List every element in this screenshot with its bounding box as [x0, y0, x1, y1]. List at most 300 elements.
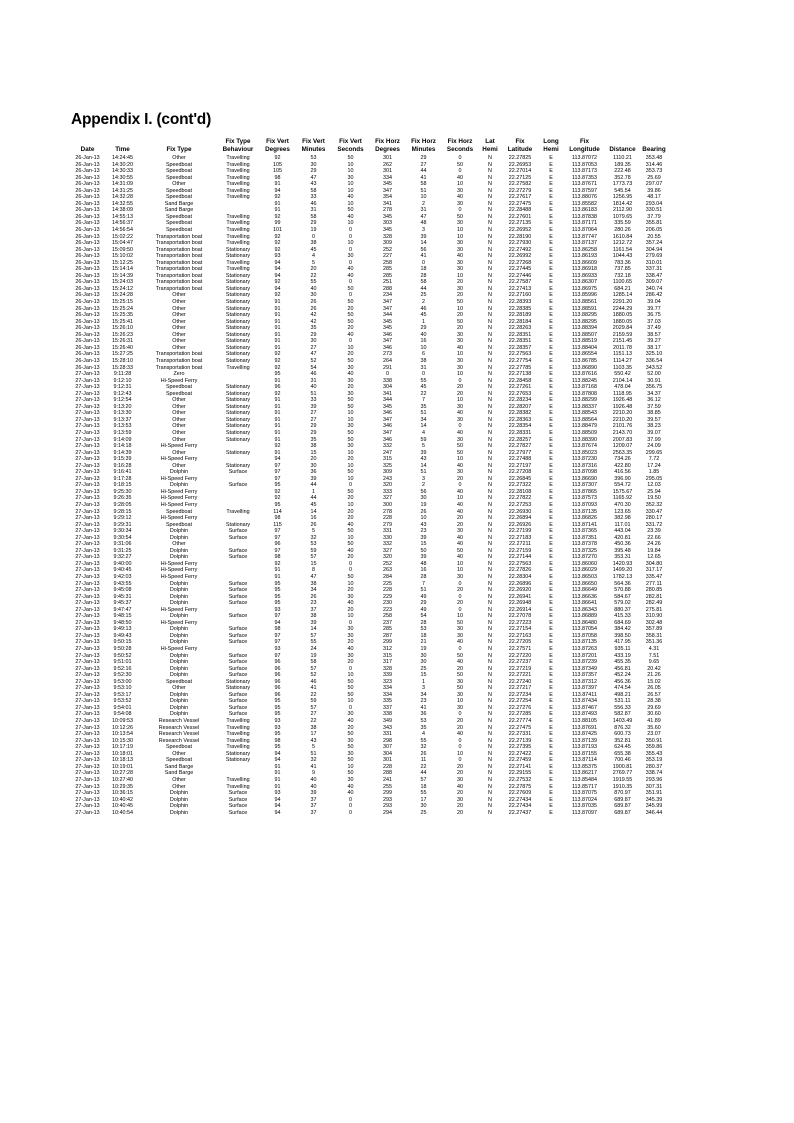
table-cell: 22.27774 — [508, 718, 532, 725]
table-cell: 9:13:59 — [113, 429, 132, 436]
table-cell: 304 — [383, 750, 392, 757]
table-cell: 50 — [420, 547, 427, 554]
table-cell: 15:28:10 — [112, 357, 133, 364]
table-cell: N — [488, 737, 492, 744]
table-cell: 2563.35 — [612, 449, 633, 456]
table-cell: 22.27653 — [508, 390, 532, 397]
table-cell: 92 — [274, 194, 281, 201]
table-cell: 7 — [422, 580, 425, 587]
table-cell: 30 — [457, 416, 463, 423]
table-cell: Other — [172, 397, 186, 404]
table-cell: 113.88507 — [571, 331, 598, 338]
table-cell: 113.87093 — [571, 501, 598, 508]
table-cell: 9:32:27 — [113, 554, 132, 561]
table-cell: Transportation boat — [155, 364, 203, 371]
table-cell: N — [488, 711, 492, 718]
table-cell: E — [549, 803, 553, 810]
table-cell: 113.87139 — [571, 737, 598, 744]
table-cell: 7 — [422, 397, 425, 404]
table-cell: 94 — [274, 266, 281, 273]
table-cell: 50 — [347, 299, 354, 306]
table-cell: 113.87239 — [571, 659, 598, 666]
table-cell: 32 — [310, 757, 317, 764]
table-cell: 314.46 — [645, 161, 663, 168]
table-cell: 1209.07 — [612, 443, 633, 450]
table-cell: 20 — [457, 312, 463, 319]
table-cell: 9:45:08 — [113, 587, 132, 594]
table-cell: 30 — [347, 253, 354, 260]
table-cell: 94 — [274, 187, 281, 194]
table-cell: 113.86649 — [571, 587, 598, 594]
table-cell: Stationary — [225, 449, 251, 456]
table-cell: 55 — [420, 377, 427, 384]
table-cell: Stationary — [225, 390, 251, 397]
table-cell: 223 — [383, 606, 392, 613]
table-cell: 15.02 — [647, 678, 661, 685]
table-cell: 343 — [383, 724, 392, 731]
table-cell: 14:24:45 — [112, 155, 133, 161]
table-cell: 228 — [383, 587, 392, 594]
table-cell: 9:13:53 — [113, 423, 132, 430]
table-cell: 331 — [383, 528, 392, 535]
table-cell: 57 — [310, 632, 317, 639]
table-cell: Speedboat — [165, 384, 193, 391]
table-cell: 113.87616 — [571, 371, 598, 378]
table-cell: 97 — [274, 528, 281, 535]
table-cell: 554.72 — [614, 482, 631, 489]
table-cell: 30 — [457, 704, 463, 711]
table-cell: 95 — [274, 371, 281, 378]
table-cell: 40 — [457, 783, 463, 790]
table-cell: 42 — [310, 312, 317, 319]
table-cell: E — [549, 384, 553, 391]
table-cell: 50 — [457, 318, 463, 325]
table-cell: 2210.20 — [612, 416, 633, 423]
table-cell: 93 — [274, 718, 281, 725]
table-cell: 40 — [347, 331, 354, 338]
table-cell: 27-Jan-13 — [75, 652, 100, 659]
table-cell: 48 — [420, 560, 427, 567]
table-cell: 284 — [383, 574, 392, 580]
table-cell: 9:50:28 — [113, 646, 132, 653]
table-cell: 113.87349 — [571, 665, 598, 672]
table-cell: Speedboat — [165, 508, 193, 515]
table-cell: 9:43:55 — [113, 580, 132, 587]
table-cell: 30 — [310, 338, 317, 345]
table-cell: 4 — [422, 429, 425, 436]
table-cell: 91 — [274, 344, 281, 351]
table-cell: N — [488, 253, 492, 260]
table-cell: E — [549, 423, 553, 430]
table-cell: 15:26:40 — [112, 344, 133, 351]
table-cell: 113.87230 — [571, 456, 598, 463]
table-cell: 30 — [347, 390, 354, 397]
table-cell: 91 — [274, 305, 281, 312]
table-cell: N — [488, 279, 492, 286]
table-cell: 27-Jan-13 — [75, 436, 100, 443]
table-cell: 0 — [458, 482, 462, 489]
table-cell: 56 — [420, 488, 427, 495]
column-header — [405, 137, 442, 155]
table-cell: Hi-Speed Ferry — [160, 646, 198, 653]
table-cell: 22.28385 — [508, 305, 532, 312]
table-cell: N — [488, 403, 492, 410]
table-cell: 241 — [383, 776, 392, 783]
table-cell: 9:47:47 — [113, 606, 132, 613]
table-cell: 14:55:13 — [112, 213, 133, 220]
table-cell: 354 — [383, 194, 392, 201]
table-cell: 22.27930 — [508, 240, 532, 247]
table-cell: 420.81 — [614, 534, 631, 541]
table-cell: 43 — [310, 737, 317, 744]
table-cell: 323 — [383, 678, 392, 685]
table-cell: 30 — [457, 403, 463, 410]
table-cell: 19 — [420, 646, 427, 653]
table-cell: 34 — [420, 416, 427, 423]
table-cell: E — [549, 462, 553, 469]
table-cell: 1814.42 — [612, 200, 633, 207]
table-cell: 16 — [420, 338, 427, 345]
table-cell: 340.74 — [645, 285, 663, 292]
table-cell: 47 — [310, 174, 317, 181]
table-cell: 22.27587 — [508, 279, 532, 286]
table-cell: 9:30:54 — [113, 534, 132, 541]
table-cell: 26-Jan-13 — [75, 325, 100, 332]
table-cell: E — [549, 207, 553, 214]
table-cell: 27-Jan-13 — [75, 574, 100, 580]
table-cell: 335.47 — [645, 574, 663, 580]
table-cell: 2291.20 — [612, 299, 633, 306]
table-cell: 40 — [347, 213, 354, 220]
table-cell: 50 — [457, 299, 463, 306]
table-cell: 46 — [310, 200, 317, 207]
table-cell: 27-Jan-13 — [75, 443, 100, 450]
table-cell: 15 — [310, 560, 317, 567]
table-cell: 50 — [347, 403, 354, 410]
table-cell: 416.56 — [614, 469, 631, 476]
column-header-bottom: Minutes — [301, 146, 326, 153]
table-cell: 22.28488 — [508, 207, 532, 214]
table-cell: N — [488, 724, 492, 731]
table-cell: Research Vessel — [158, 737, 200, 744]
table-cell: Other — [172, 423, 186, 430]
table-cell: 20 — [347, 325, 354, 332]
table-cell: E — [549, 194, 553, 201]
table-cell: Hi-Speed Ferry — [160, 456, 198, 463]
table-cell: 443.04 — [614, 528, 631, 535]
table-cell: 263 — [383, 567, 392, 574]
table-cell: 50 — [347, 574, 354, 580]
table-cell: Dolphin — [169, 613, 189, 620]
table-cell: 22.66 — [647, 534, 661, 541]
table-cell: 30 — [457, 285, 463, 292]
table-cell: 113.88295 — [571, 318, 598, 325]
table-cell: 0 — [349, 233, 352, 240]
table-cell: 38 — [310, 724, 317, 731]
table-cell: 91 — [274, 338, 281, 345]
table-cell: E — [549, 567, 553, 574]
table-cell: 113.87411 — [572, 691, 597, 698]
table-cell: 1575.67 — [612, 488, 633, 495]
table-cell: 9:15:39 — [113, 456, 132, 463]
table-cell: 22.27220 — [508, 652, 532, 659]
table-cell: E — [549, 541, 553, 548]
table-cell: Stationary — [225, 312, 251, 319]
table-cell: Stationary — [225, 338, 251, 345]
table-cell: N — [488, 331, 492, 338]
table-cell: 9:31:06 — [113, 541, 132, 548]
table-cell: 22.27240 — [508, 678, 532, 685]
table-cell: 26-Jan-13 — [75, 279, 100, 286]
table-cell: N — [488, 410, 492, 417]
table-cell: 43 — [420, 521, 427, 528]
table-cell: 27-Jan-13 — [75, 403, 100, 410]
table-cell: 50 — [457, 652, 463, 659]
table-cell: Stationary — [225, 416, 251, 423]
table-cell: 30 — [457, 626, 463, 633]
table-cell: 22.28382 — [508, 410, 532, 417]
table-cell: 3 — [422, 227, 425, 234]
table-cell: Dolphin — [169, 580, 189, 587]
table-cell: 113.87691 — [571, 724, 598, 731]
table-cell: N — [488, 757, 492, 764]
table-cell: 22.27826 — [508, 567, 532, 574]
table-cell: Dolphin — [169, 534, 189, 541]
table-cell: Other — [172, 155, 186, 161]
table-cell: 22.26926 — [508, 521, 532, 528]
table-cell: 346 — [383, 344, 392, 351]
table-cell: 15:24:03 — [112, 279, 133, 286]
table-cell: 9:14:18 — [113, 443, 132, 450]
table-cell: E — [549, 416, 553, 423]
table-cell: 10 — [347, 181, 354, 188]
table-cell: 50 — [347, 757, 354, 764]
table-cell: 41 — [420, 704, 427, 711]
table-cell: 1161.54 — [612, 246, 633, 253]
table-cell: 251 — [383, 279, 392, 286]
table-cell: 22.27279 — [508, 187, 532, 194]
table-cell: 1151.13 — [612, 351, 633, 358]
table-cell: E — [549, 613, 553, 620]
table-cell: Surface — [228, 796, 248, 803]
table-cell: 27-Jan-13 — [75, 416, 100, 423]
table-cell: 32 — [310, 534, 317, 541]
table-cell: 22.27437 — [508, 809, 532, 816]
table-cell: 1114.27 — [613, 357, 632, 364]
table-cell: 58 — [310, 659, 317, 666]
table-cell: 346 — [383, 436, 392, 443]
table-cell: 352.81 — [614, 737, 631, 744]
table-cell: 93 — [274, 646, 281, 653]
table-cell: 113.86183 — [571, 207, 598, 214]
table-cell: 113.88479 — [571, 423, 598, 430]
table-cell: 92 — [274, 364, 281, 371]
table-cell: 33 — [310, 397, 317, 404]
table-cell: Other — [172, 403, 186, 410]
table-cell: 22.28351 — [508, 338, 532, 345]
table-cell: 684.69 — [614, 619, 631, 626]
table-cell: Dolphin — [169, 672, 189, 679]
table-cell: E — [549, 501, 553, 508]
table-cell: Hi-Speed Ferry — [160, 574, 198, 580]
table-cell: 10 — [347, 501, 354, 508]
table-cell: Surface — [228, 613, 248, 620]
table-cell: N — [488, 704, 492, 711]
table-cell: 113.87173 — [571, 168, 598, 175]
table-cell: 280.17 — [645, 515, 663, 522]
column-header — [259, 137, 296, 155]
table-cell: Transportation boat — [155, 266, 203, 273]
table-cell: Dolphin — [169, 632, 189, 639]
table-cell: Travelling — [226, 508, 250, 515]
table-cell: 115 — [273, 521, 282, 528]
table-cell: 9:42:03 — [113, 574, 132, 580]
table-cell: 40 — [457, 410, 463, 417]
table-cell: 30 — [347, 364, 354, 371]
table-cell: 15 — [420, 541, 427, 548]
table-cell: 336.54 — [645, 357, 663, 364]
table-cell: 351.36 — [645, 639, 663, 646]
table-cell: Travelling — [226, 155, 250, 161]
table-cell: N — [488, 652, 492, 659]
table-cell: 113.87808 — [571, 390, 598, 397]
table-cell: 27-Jan-13 — [75, 508, 100, 515]
table-cell: N — [488, 213, 492, 220]
table-cell: N — [488, 574, 492, 580]
table-cell: 30 — [420, 652, 427, 659]
table-cell: 27-Jan-13 — [75, 469, 100, 476]
table-cell: Stationary — [225, 272, 251, 279]
table-cell: 299 — [383, 790, 392, 797]
table-cell: 30 — [347, 750, 354, 757]
table-cell: 20 — [457, 325, 463, 332]
table-cell: 9:50:52 — [113, 652, 132, 659]
table-cell: 9:40:00 — [113, 560, 132, 567]
table-cell: E — [549, 672, 553, 679]
table-cell: 1044.43 — [612, 253, 633, 260]
table-cell: 1212.72 — [612, 240, 633, 247]
column-header-top: Fix Vert — [302, 138, 325, 145]
table-cell: 9:11:28 — [113, 371, 132, 378]
table-cell: 53 — [420, 718, 427, 725]
table-cell: 30 — [457, 574, 463, 580]
table-cell: 384.42 — [614, 626, 631, 633]
table-cell: N — [488, 443, 492, 450]
table-cell: 15:10:02 — [112, 253, 133, 260]
table-cell: Surface — [228, 672, 248, 679]
table-cell: 50 — [347, 770, 354, 777]
table-cell: E — [549, 770, 553, 777]
table-cell: Travelling — [226, 737, 250, 744]
table-cell: 7.51 — [648, 652, 660, 659]
table-cell: E — [549, 338, 553, 345]
table-cell: 10 — [457, 750, 463, 757]
table-cell: Stationary — [225, 246, 251, 253]
table-cell: Other — [172, 416, 186, 423]
table-cell: 50 — [457, 672, 463, 679]
table-cell: 20 — [310, 266, 317, 273]
table-cell: 39 — [420, 233, 427, 240]
table-cell: E — [549, 528, 553, 535]
table-cell: 34.37 — [647, 390, 661, 397]
table-cell: 9:26:35 — [113, 495, 132, 502]
table-cell: 2029.84 — [612, 325, 633, 332]
table-cell: 189.35 — [614, 161, 631, 168]
table-cell: 1880.05 — [612, 312, 633, 319]
table-cell: 347 — [383, 299, 392, 306]
table-cell: 91 — [274, 325, 281, 332]
table-cell: 95 — [274, 482, 281, 489]
table-cell: Surface — [228, 482, 248, 489]
table-cell: 353.73 — [645, 168, 663, 175]
table-cell: 113.88390 — [571, 436, 598, 443]
table-cell: 29 — [310, 429, 317, 436]
table-cell: Hi-Speed Ferry — [160, 377, 198, 384]
table-cell: N — [488, 626, 492, 633]
table-cell: 27-Jan-13 — [75, 554, 100, 561]
table-cell: 0 — [458, 711, 462, 718]
table-cell: 0 — [458, 606, 462, 613]
table-cell: 935.11 — [614, 646, 631, 653]
table-cell: E — [549, 776, 553, 783]
table-cell: 22.27183 — [508, 534, 532, 541]
table-cell: 450.36 — [614, 541, 631, 548]
table-cell: 17 — [310, 731, 317, 738]
table-cell: 113.87325 — [571, 547, 598, 554]
table-cell: E — [549, 246, 553, 253]
table-cell: 27-Jan-13 — [75, 757, 100, 764]
table-cell: 20 — [347, 508, 354, 515]
table-cell: N — [488, 646, 492, 653]
table-cell: Sand Barge — [164, 770, 194, 777]
table-cell: 113.87058 — [571, 632, 598, 639]
table-cell: 35 — [310, 325, 317, 332]
table-cell: 27-Jan-13 — [75, 397, 100, 404]
table-cell: 50 — [347, 469, 354, 476]
table-cell: 22.27144 — [508, 554, 532, 561]
table-cell: 96 — [274, 691, 281, 698]
table-cell: 113.86826 — [571, 515, 598, 522]
table-cell: 91 — [274, 574, 281, 580]
table-cell: 20 — [347, 554, 354, 561]
table-cell: 23 — [420, 698, 427, 705]
column-header-bottom: Fix Type — [166, 146, 192, 153]
table-cell: 14:30:20 — [112, 161, 133, 168]
table-cell: 92 — [274, 351, 281, 358]
table-cell: 50 — [347, 488, 354, 495]
table-cell: 27-Jan-13 — [75, 632, 100, 639]
table-cell: 40 — [310, 783, 317, 790]
table-cell: 92 — [274, 213, 281, 220]
table-cell: Hi-Speed Ferry — [160, 515, 198, 522]
table-cell: 39 — [420, 449, 427, 456]
table-cell: 9:40:45 — [113, 567, 132, 574]
table-cell: N — [488, 613, 492, 620]
table-cell: 38.85 — [647, 410, 661, 417]
table-cell: Travelling — [226, 187, 250, 194]
table-cell: 291 — [383, 364, 392, 371]
table-cell: 14:38:09 — [112, 207, 133, 214]
table-cell: 40 — [347, 266, 354, 273]
table-cell: Surface — [228, 659, 248, 666]
table-cell: 9.65 — [648, 659, 660, 666]
table-cell: 10 — [347, 220, 354, 227]
table-cell: Other — [172, 318, 186, 325]
table-cell: 30 — [347, 174, 354, 181]
table-cell: 27-Jan-13 — [75, 704, 100, 711]
table-cell: Transportation boat — [155, 279, 203, 286]
table-cell: E — [549, 272, 553, 279]
